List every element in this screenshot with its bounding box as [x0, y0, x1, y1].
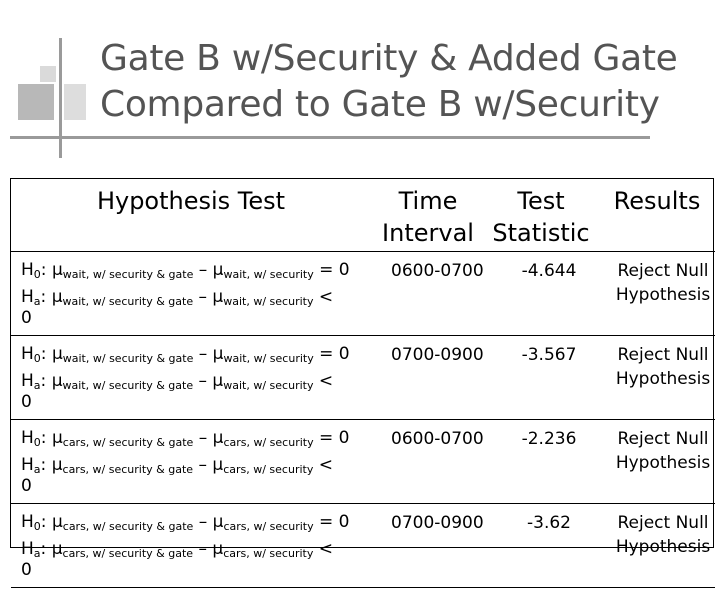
hypothesis-cell — [21, 509, 401, 584]
test-statistic-cell: -4.644 — [521, 261, 577, 281]
result-line-2: Hypothesis — [615, 369, 711, 389]
hypothesis-text: = 0 — [319, 344, 350, 364]
hypothesis-text: = 0 — [319, 428, 350, 448]
table-row — [11, 337, 715, 421]
time-interval-cell: 0600-0700 — [391, 429, 484, 449]
decorative-square — [64, 84, 86, 120]
hypothesis-text: 0 — [33, 268, 41, 281]
hypothesis-text: H — [21, 371, 34, 391]
hypothesis-text: cars, w/ security — [223, 520, 314, 533]
time-interval-cell: 0700-0900 — [391, 345, 484, 365]
null-hypothesis — [21, 509, 401, 536]
hypothesis-text: – — [198, 539, 207, 559]
hypothesis-text: 0 — [33, 436, 41, 449]
hypothesis-text: wait, w/ security & gate — [62, 295, 194, 308]
hypothesis-text: cars, w/ security — [223, 547, 314, 560]
header-time-line-2: Interval — [382, 219, 474, 247]
header-time-line-1: Time — [398, 187, 458, 215]
hypothesis-text: μ — [51, 512, 63, 532]
table-row — [11, 421, 715, 505]
hypothesis-cell — [21, 425, 401, 500]
hypothesis-text: < — [318, 539, 333, 559]
time-interval-cell: 0700-0900 — [391, 513, 484, 533]
result-line-2: Hypothesis — [615, 453, 711, 473]
hypothesis-text: wait, w/ security — [223, 379, 314, 392]
hypothesis-text: < — [318, 455, 333, 475]
hypothesis-text: H — [21, 512, 34, 532]
hypothesis-text: cars, w/ security & gate — [62, 547, 194, 560]
hypothesis-text: – — [198, 260, 208, 280]
null-hypothesis — [21, 257, 401, 284]
hypothesis-text: 0 — [21, 560, 32, 580]
hypothesis-text: H — [21, 428, 34, 448]
header-divider — [11, 251, 715, 252]
hypothesis-text: : — [40, 428, 47, 448]
result-line-2: Hypothesis — [615, 537, 711, 557]
hypothesis-text: – — [198, 287, 208, 307]
row-divider — [11, 587, 715, 588]
hypothesis-cell — [21, 257, 401, 332]
hypothesis-text: μ — [51, 260, 63, 280]
header-time-interval — [373, 185, 483, 249]
header-results: Results — [613, 187, 701, 215]
hypothesis-text: = 0 — [319, 260, 350, 280]
slide-title-line-2: Compared to Gate B w/Security — [100, 84, 660, 125]
hypothesis-text: : — [40, 455, 47, 475]
result-cell — [611, 259, 715, 307]
hypothesis-text: μ — [212, 287, 224, 307]
hypothesis-text: : — [40, 287, 47, 307]
hypothesis-text: μ — [51, 539, 63, 559]
hypothesis-text: μ — [51, 455, 63, 475]
row-divider — [11, 419, 715, 420]
result-cell — [611, 343, 715, 391]
header-test-statistic — [483, 185, 599, 249]
time-interval-cell: 0600-0700 — [391, 261, 484, 281]
hypothesis-text: μ — [212, 344, 224, 364]
hypothesis-text: cars, w/ security & gate — [62, 436, 194, 449]
null-hypothesis — [21, 425, 401, 452]
hypothesis-text: a — [33, 463, 41, 476]
hypothesis-text: H — [21, 344, 34, 364]
hypothesis-text: wait, w/ security — [223, 268, 314, 281]
test-statistic-cell: -3.62 — [527, 513, 571, 533]
hypothesis-text: H — [21, 287, 34, 307]
hypothesis-text: : — [40, 344, 47, 364]
header-hypothesis-test: Hypothesis Test — [96, 187, 286, 215]
hypothesis-text: cars, w/ security — [223, 436, 314, 449]
hypothesis-text: cars, w/ security & gate — [62, 520, 194, 533]
hypothesis-text: – — [198, 428, 208, 448]
slide-title — [100, 36, 710, 128]
hypothesis-text: 0 — [33, 520, 41, 533]
decorative-horizontal-line — [10, 136, 650, 139]
hypothesis-text: μ — [51, 344, 63, 364]
hypothesis-text: H — [21, 260, 34, 280]
hypothesis-text: – — [198, 344, 208, 364]
row-divider — [11, 503, 715, 504]
hypothesis-table — [10, 178, 714, 580]
slide-title-line-1: Gate B w/Security & Added Gate — [100, 38, 678, 79]
result-line-1: Reject Null — [617, 429, 709, 449]
hypothesis-text: wait, w/ security & gate — [62, 352, 194, 365]
hypothesis-text: H — [21, 455, 34, 475]
header-stat-line-1: Test — [517, 187, 565, 215]
hypothesis-text: H — [21, 539, 34, 559]
hypothesis-text: μ — [51, 428, 63, 448]
decorative-vertical-line — [59, 38, 62, 158]
hypothesis-text: μ — [51, 287, 63, 307]
hypothesis-text: μ — [212, 428, 224, 448]
result-line-1: Reject Null — [617, 261, 709, 281]
hypothesis-text: a — [33, 547, 41, 560]
hypothesis-text: : — [40, 260, 47, 280]
hypothesis-text: μ — [212, 539, 224, 559]
hypothesis-text: : — [40, 371, 47, 391]
null-hypothesis — [21, 341, 401, 368]
hypothesis-text: – — [198, 455, 207, 475]
result-cell — [611, 427, 715, 475]
row-divider — [11, 335, 715, 336]
result-cell — [611, 511, 715, 559]
hypothesis-text: : — [40, 539, 47, 559]
hypothesis-text: a — [33, 295, 41, 308]
test-statistic-cell: -2.236 — [521, 429, 577, 449]
hypothesis-text: 0 — [21, 392, 32, 412]
hypothesis-text: 0 — [33, 352, 41, 365]
decorative-square — [40, 66, 56, 82]
result-line-2: Hypothesis — [615, 285, 711, 305]
hypothesis-text: wait, w/ security — [223, 352, 314, 365]
hypothesis-text: μ — [212, 512, 224, 532]
decorative-square — [18, 84, 54, 120]
hypothesis-text: : — [40, 512, 47, 532]
hypothesis-text: μ — [212, 455, 224, 475]
hypothesis-cell — [21, 341, 401, 416]
result-line-1: Reject Null — [617, 345, 709, 365]
hypothesis-text: < — [318, 371, 334, 391]
hypothesis-text: cars, w/ security — [223, 463, 314, 476]
hypothesis-text: μ — [51, 371, 63, 391]
hypothesis-text: 0 — [21, 476, 32, 496]
test-statistic-cell: -3.567 — [521, 345, 577, 365]
result-line-1: Reject Null — [617, 513, 709, 533]
hypothesis-text: μ — [212, 371, 224, 391]
hypothesis-text: < — [318, 287, 334, 307]
hypothesis-text: 0 — [21, 308, 32, 328]
header-stat-line-2: Statistic — [492, 219, 590, 247]
hypothesis-text: = 0 — [319, 512, 350, 532]
hypothesis-text: cars, w/ security & gate — [62, 463, 194, 476]
hypothesis-text: – — [198, 371, 208, 391]
table-row — [11, 253, 715, 337]
hypothesis-text: μ — [212, 260, 224, 280]
hypothesis-text: – — [198, 512, 208, 532]
hypothesis-text: a — [33, 379, 41, 392]
hypothesis-text: wait, w/ security — [223, 295, 314, 308]
hypothesis-text: wait, w/ security & gate — [62, 268, 194, 281]
hypothesis-text: wait, w/ security & gate — [62, 379, 194, 392]
table-row — [11, 505, 715, 589]
